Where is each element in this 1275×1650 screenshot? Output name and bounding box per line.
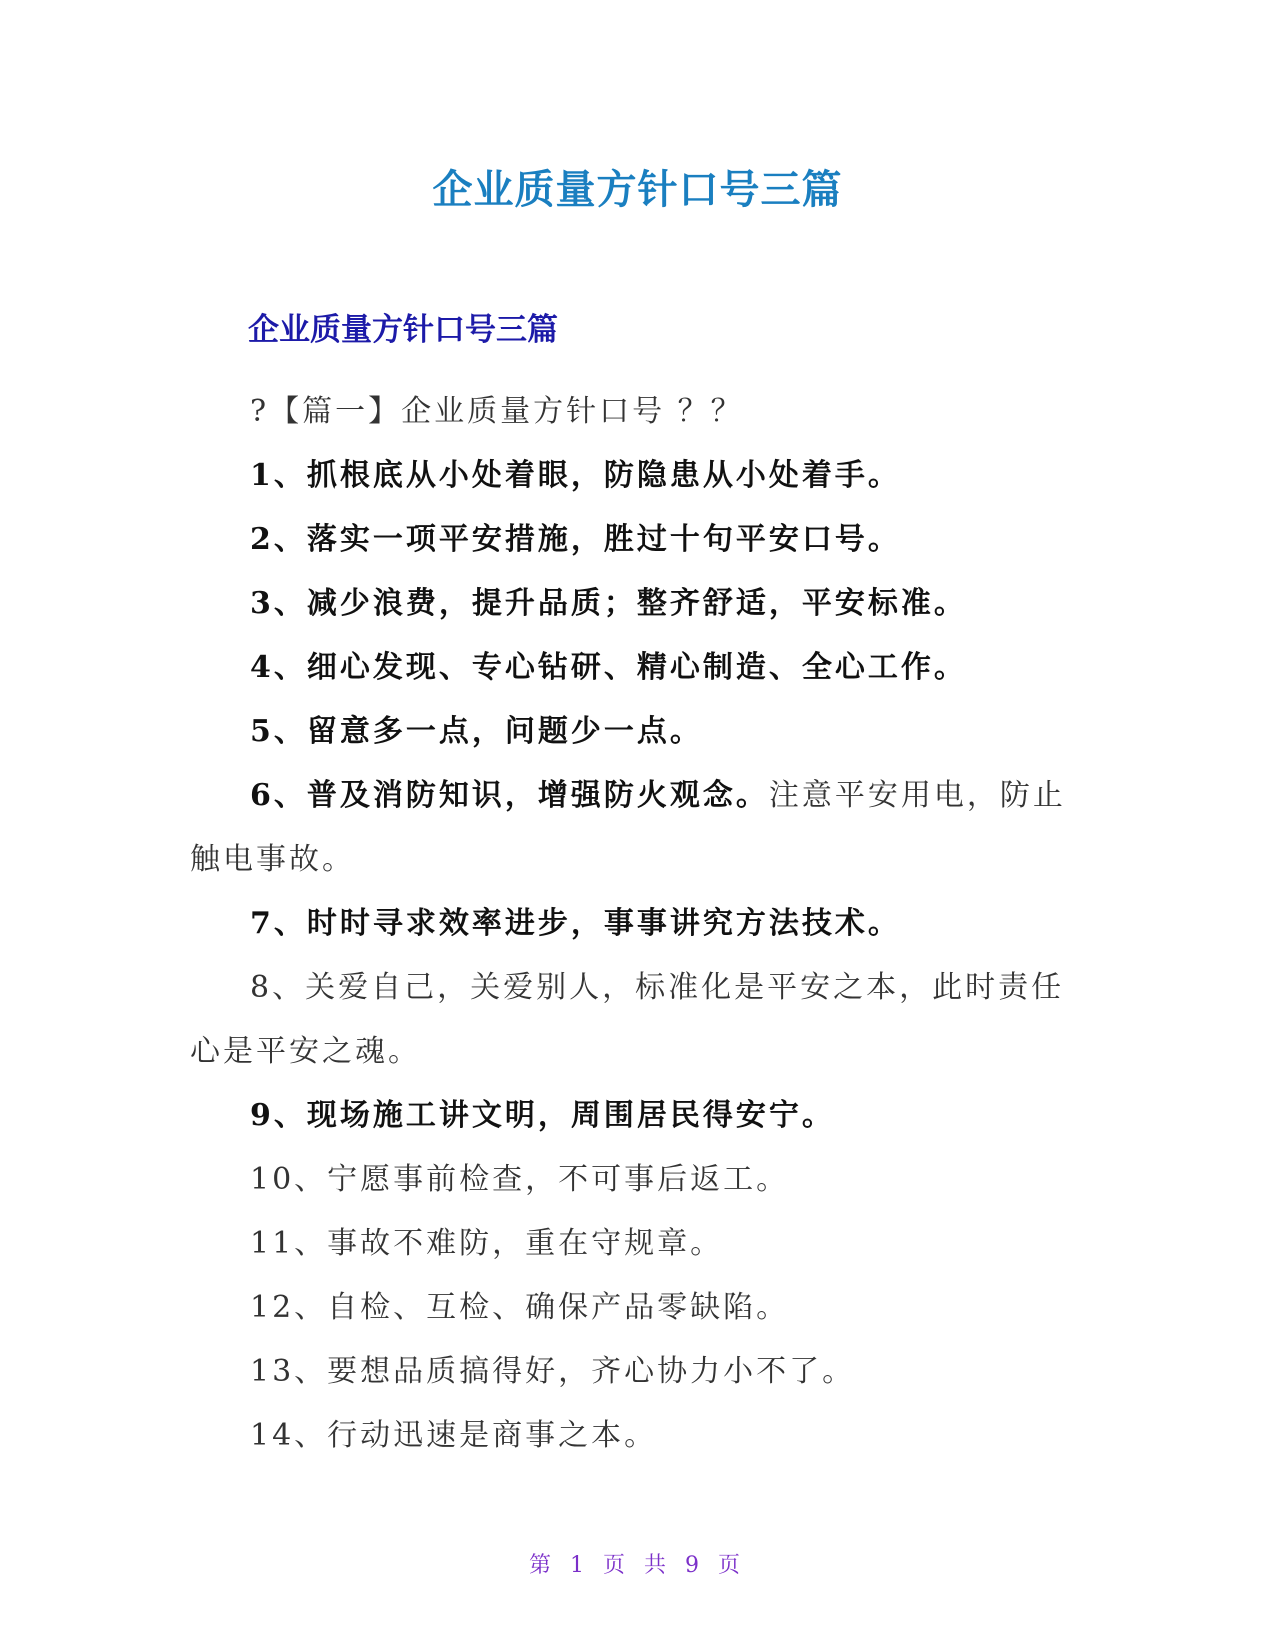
document-title: 企业质量方针口号三篇 [432, 167, 843, 213]
slogan-item-6 [190, 764, 1070, 892]
section-heading: 企业质量方针口号三篇 [248, 312, 558, 348]
slogan-item-10: 10、宁愿事前检查，不可事后返工。 [250, 1162, 790, 1197]
slogan-item-12: 12、自检、互检、确保产品零缺陷。 [250, 1290, 790, 1325]
page-number: 第 1 页 共 9 页 [529, 1553, 746, 1578]
slogan-item-13: 13、要想品质搞得好，齐心协力小不了。 [250, 1354, 856, 1389]
slogan-item-6-continuation: 注意平安用电，防止触电事故。 [190, 778, 1066, 877]
slogan-item-7: 7、时时寻求效率进步，事事讲究方法技术。 [250, 906, 901, 941]
slogan-item-6-text: 6、普及消防知识，增强防火观念。 [250, 778, 769, 813]
slogan-item-9: 9、现场施工讲文明，周围居民得安宁。 [250, 1098, 835, 1133]
slogan-item-4: 4、细心发现、专心钻研、精心制造、全心工作。 [250, 650, 967, 685]
slogan-item-2: 2、落实一项平安措施，胜过十句平安口号。 [250, 522, 901, 557]
slogan-item-14: 14、行动迅速是商事之本。 [250, 1418, 658, 1453]
slogan-item-11: 11、事故不难防，重在守规章。 [250, 1226, 724, 1261]
document-body [190, 380, 1070, 1468]
subheading: ?【篇一】企业质量方针口号 ？？ [250, 394, 744, 429]
slogan-item-3: 3、减少浪费，提升品质；整齐舒适，平安标准。 [250, 586, 967, 621]
slogan-item-8: 8、关爱自己，关爱别人，标准化是平安之本，此时责任心是平安之魂。 [190, 970, 1065, 1069]
slogan-item-1: 1、抓根底从小处着眼，防隐患从小处着手。 [250, 458, 901, 493]
slogan-item-5: 5、留意多一点，问题少一点。 [250, 714, 703, 749]
